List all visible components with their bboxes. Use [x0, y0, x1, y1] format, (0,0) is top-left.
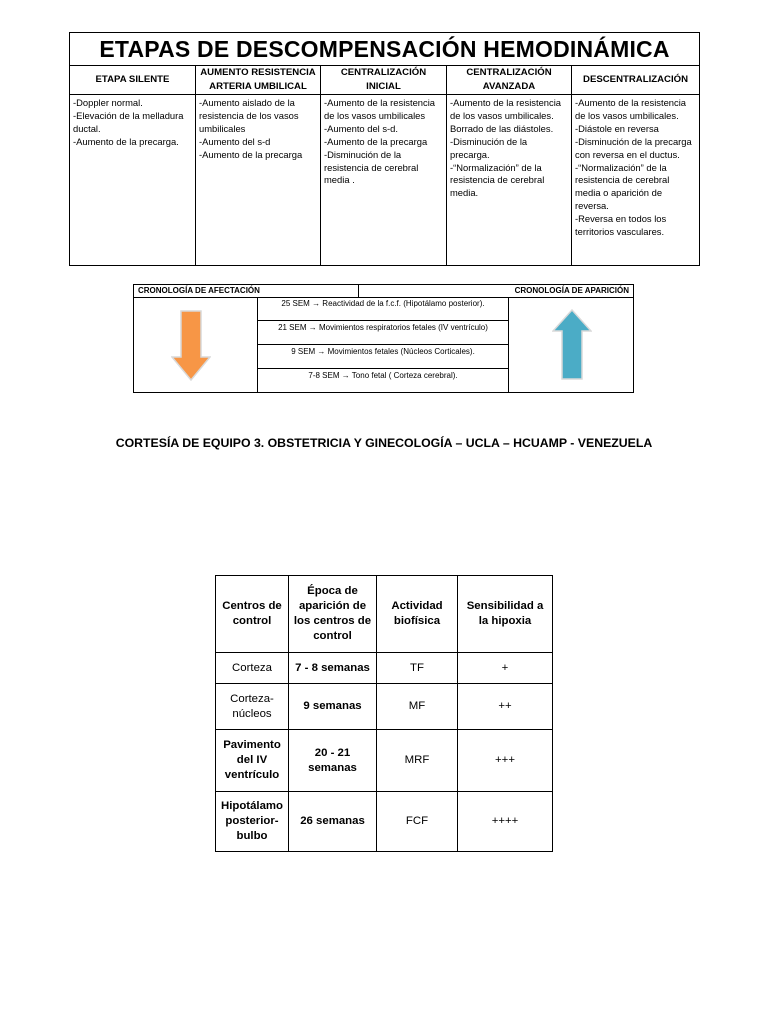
chronology-row: 25 SEM → Reactividad de la f.c.f. (Hipotálamo posterior).	[258, 297, 508, 321]
stage-item: -Disminución de la precarga con reversa en el ductus.	[575, 135, 692, 160]
table-row	[216, 684, 553, 730]
stage-header-advanced-centralization: CENTRALIZACIÓN AVANZADA	[447, 66, 572, 95]
cell-center: Corteza-núcleos	[216, 684, 289, 730]
chronology-appearance-label: CRONOLOGÍA DE APARICIÓN	[514, 286, 629, 295]
cell-center: Corteza	[216, 653, 289, 684]
stage-item: -Aumento de la precarga	[199, 148, 303, 160]
header-hypoxia-sensitivity: Sensibilidad a la hipoxia	[458, 576, 553, 653]
cell-sensitivity: +	[458, 653, 553, 684]
cell-sensitivity: ++++	[458, 792, 553, 852]
courtesy-caption: CORTESÍA DE EQUIPO 3. OBSTETRICIA Y GINECOLOGÍA – UCLA – HCUAMP - VENEZUELA	[115, 436, 653, 450]
cell-activity: FCF	[377, 792, 458, 852]
stage-item: -Aumento del s-d.	[324, 122, 398, 134]
stage-item: -Aumento del s-d	[199, 135, 271, 147]
chronology-row: 21 SEM → Movimientos respiratorios fetales (IV ventrículo)	[258, 321, 508, 345]
up-arrow-shape	[553, 310, 591, 379]
stage-item: -Aumento de la precarga.	[73, 135, 179, 147]
header-biophysical-activity: Actividad biofísica	[377, 576, 458, 653]
cell-epoch: 9 semanas	[289, 684, 377, 730]
stage-item: -“Normalización” de la resistencia de cerebral media.	[450, 161, 545, 199]
chronology-box	[133, 284, 634, 393]
control-centers-table	[215, 575, 553, 852]
stage-header-silent: ETAPA SILENTE	[70, 66, 196, 95]
stage-body-decentralization	[572, 95, 700, 266]
arrow-up-icon	[552, 309, 592, 381]
header-control-centers: Centros de control	[216, 576, 289, 653]
stage-item: -Aumento de la precarga	[324, 135, 428, 147]
stage-header-umbilical-resistance: AUMENTO RESISTENCIA ARTERIA UMBILICAL	[196, 66, 321, 95]
stage-body-initial-centralization	[321, 95, 447, 266]
stage-body-umbilical-resistance	[196, 95, 321, 266]
stages-table-title: ETAPAS DE DESCOMPENSACIÓN HEMODINÁMICA	[70, 33, 700, 66]
stage-item: -Aumento aislado de la resistencia de los vasos umbilicales	[199, 97, 299, 134]
stage-item: -Aumento de la resistencia de los vasos umbilicales. Borrado de las diástoles.	[450, 97, 561, 134]
chronology-row: 9 SEM → Movimientos fetales (Núcleos Corticales).	[258, 345, 508, 369]
table-row	[216, 730, 553, 792]
down-arrow-shape	[172, 311, 210, 380]
header-appearance-epoch: Época de aparición de los centros de control	[289, 576, 377, 653]
cell-epoch: 26 semanas	[289, 792, 377, 852]
stage-item: -Reversa en todos los territorios vasculares.	[575, 213, 667, 238]
cell-activity: MF	[377, 684, 458, 730]
chronology-affectation-label: CRONOLOGÍA DE AFECTACIÓN	[138, 286, 260, 295]
hemodynamic-stages-table	[69, 32, 700, 266]
table-row	[216, 792, 553, 852]
stage-item: -Aumento de la resistencia de los vasos umbilicales.	[575, 97, 686, 121]
cell-activity: MRF	[377, 730, 458, 792]
stage-item: -Disminución de la precarga.	[450, 135, 528, 160]
cell-activity: TF	[377, 653, 458, 684]
cell-center: Hipotálamo posterior-bulbo	[216, 792, 289, 852]
cell-center: Pavimento del IV ventrículo	[216, 730, 289, 792]
stage-item: -Diástole en reversa	[575, 122, 659, 134]
stage-item: -Disminución de la resistencia de cerebral media .	[324, 148, 419, 186]
arrow-down-icon	[171, 309, 211, 381]
table-row	[216, 653, 553, 684]
cell-epoch: 20 - 21 semanas	[289, 730, 377, 792]
stage-item: -Elevación de la melladura ductal.	[73, 109, 184, 134]
stage-header-decentralization: DESCENTRALIZACIÓN	[572, 66, 700, 95]
cell-epoch: 7 - 8 semanas	[289, 653, 377, 684]
column-divider-right	[508, 297, 509, 393]
stage-item: -“Normalización” de la resistencia de cerebral media o aparición de reversa.	[575, 161, 670, 212]
stage-item: -Aumento de la resistencia de los vasos umbilicales	[324, 97, 435, 121]
stage-body-advanced-centralization	[447, 95, 572, 266]
stage-item: -Doppler normal.	[73, 97, 143, 108]
header-divider	[358, 285, 359, 297]
stage-header-initial-centralization: CENTRALIZACIÓN INICIAL	[321, 66, 447, 95]
cell-sensitivity: +++	[458, 730, 553, 792]
stage-body-silent	[70, 95, 196, 266]
chronology-row: 7-8 SEM → Tono fetal ( Corteza cerebral).	[308, 371, 458, 380]
cell-sensitivity: ++	[458, 684, 553, 730]
